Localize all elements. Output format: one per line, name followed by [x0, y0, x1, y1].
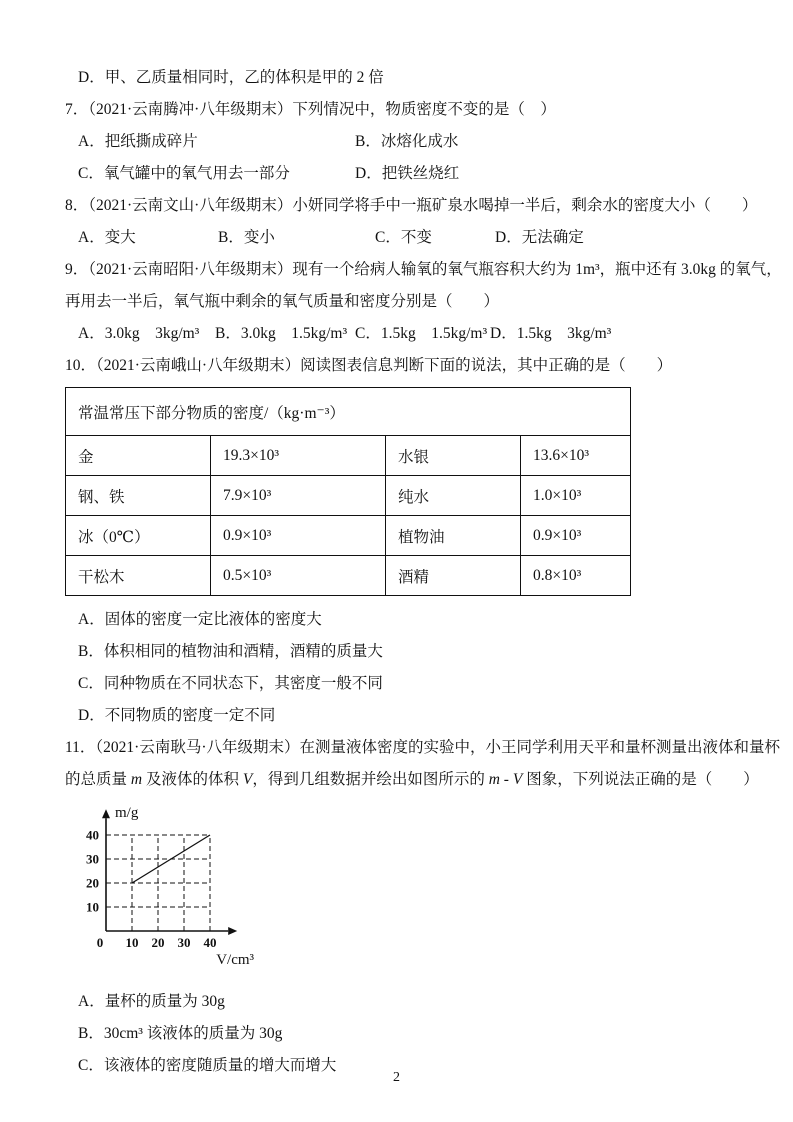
question-7-option-c: C．氧气罐中的氧气用去一部分 — [78, 165, 290, 182]
table-cell: 0.5×10³ — [211, 556, 386, 596]
table-cell: 纯水 — [386, 476, 521, 516]
question-8-options — [65, 222, 737, 254]
stem-text: 的总质量 — [65, 771, 131, 788]
y-tick-label: 20 — [86, 875, 99, 891]
stem-text: ，得到几组数据并绘出如图所示的 — [252, 771, 489, 788]
question-8-option-b: B．变小 — [218, 229, 275, 246]
question-10-option-a: A．固体的密度一定比液体的密度大 — [78, 611, 322, 628]
table-cell: 冰（0℃） — [66, 516, 211, 556]
variable-m: m — [488, 771, 500, 788]
variable-v: V — [512, 771, 523, 788]
question-8-stem: 8．（2021·云南文山·八年级期末）小妍同学将手中一瓶矿泉水喝掉一半后，剩余水的密度大小（ ） — [65, 197, 758, 214]
table-cell: 干松木 — [66, 556, 211, 596]
question-10-option-b: B．体积相同的植物油和酒精，酒精的质量大 — [78, 643, 383, 660]
y-axis-arrow-icon — [102, 809, 110, 818]
table-cell: 19.3×10³ — [211, 436, 386, 476]
table-cell: 0.9×10³ — [521, 516, 631, 556]
question-11-option-a: A．量杯的质量为 30g — [78, 993, 225, 1010]
question-11-stem-line1: 11．（2021·云南耿马·八年级期末）在测量液体密度的实验中，小王同学利用天平和量杯测量出液体和量杯 — [65, 739, 781, 756]
density-table — [65, 387, 631, 596]
table-cell: 植物油 — [386, 516, 521, 556]
question-10-stem: 10．（2021·云南峨山·八年级期末）阅读图表信息判断下面的说法，其中正确的是（ ） — [65, 357, 673, 374]
question-8-option-d: D．无法确定 — [495, 229, 584, 246]
question-9-stem-line2: 再用去一半后，氧气瓶中剩余的氧气质量和密度分别是（ ） — [65, 293, 500, 310]
question-11-option-b: B．30cm³ 该液体的质量为 30g — [78, 1025, 283, 1042]
question-9-option-c: C．1.5kg 1.5kg/m³ — [355, 325, 488, 342]
table-cell: 7.9×10³ — [211, 476, 386, 516]
question-7-option-b: B．冰熔化成水 — [355, 133, 459, 150]
table-cell: 0.9×10³ — [211, 516, 386, 556]
y-axis-label: m/g — [115, 806, 139, 822]
variable-m: m — [130, 771, 143, 788]
x-tick-label: 40 — [203, 935, 217, 950]
table-cell: 酒精 — [386, 556, 521, 596]
table-row — [66, 476, 631, 516]
page-number: 2 — [393, 1070, 400, 1085]
question-9-option-b: B．3.0kg 1.5kg/m³ — [215, 325, 348, 342]
question-9-stem-line1: 9．（2021·云南昭阳·八年级期末）现有一个给病人输氧的氧气瓶容积大约为 1m³，瓶中还有 3.0kg 的氧气， — [65, 261, 782, 278]
stem-text: 及液体的体积 — [142, 771, 243, 788]
question-11-stem-line2 — [65, 764, 759, 796]
question-8-option-a: A．变大 — [78, 229, 136, 246]
table-row — [66, 436, 631, 476]
question-7-options-row-2 — [65, 158, 737, 190]
question-9-option-d: D．1.5kg 3kg/m³ — [490, 325, 612, 342]
stem-text: - — [499, 771, 513, 788]
x-axis-label: V/cm³ — [216, 952, 255, 968]
question-10-option-c: C．同种物质在不同状态下，其密度一般不同 — [78, 675, 383, 692]
table-cell: 水银 — [386, 436, 521, 476]
density-table-title: 常温常压下部分物质的密度/（kg·m⁻³） — [66, 388, 631, 436]
x-axis-arrow-icon — [228, 927, 237, 935]
x-tick-label: 0 — [96, 935, 104, 950]
y-tick-label: 30 — [86, 851, 99, 867]
question-7-stem: 7．（2021·云南腾冲·八年级期末）下列情况中，物质密度不变的是（ ） — [65, 101, 556, 118]
question-7-option-d: D．把铁丝烧红 — [355, 165, 460, 182]
x-tick-label: 10 — [125, 935, 139, 950]
variable-v: V — [242, 771, 253, 788]
density-table-title-row — [66, 388, 631, 436]
question-7-option-a: A．把纸撕成碎片 — [78, 133, 198, 150]
table-row — [66, 556, 631, 596]
page-content — [65, 62, 782, 1082]
x-tick-label: 20 — [151, 935, 165, 950]
y-tick-label: 40 — [86, 827, 99, 843]
table-cell: 钢、铁 — [66, 476, 211, 516]
table-cell: 0.8×10³ — [521, 556, 631, 596]
mv-graph-figure — [79, 806, 737, 976]
table-cell: 13.6×10³ — [521, 436, 631, 476]
question-9-options — [65, 318, 737, 350]
stem-text: 图象，下列说法正确的是（ ） — [522, 771, 759, 788]
table-cell: 金 — [66, 436, 211, 476]
question-10-option-d: D．不同物质的密度一定不同 — [78, 707, 276, 724]
question-11-option-c: C．该液体的密度随质量的增大而增大 — [78, 1057, 337, 1074]
x-tick-label: 30 — [177, 935, 191, 950]
mv-graph — [79, 806, 289, 971]
question-8-option-c: C．不变 — [375, 229, 432, 246]
table-row — [66, 516, 631, 556]
question-9-option-a: A．3.0kg 3kg/m³ — [78, 325, 200, 342]
y-tick-label: 10 — [86, 899, 99, 915]
question-6-option-d: D．甲、乙质量相同时，乙的体积是甲的 2 倍 — [78, 69, 384, 86]
table-cell: 1.0×10³ — [521, 476, 631, 516]
question-7-options-row-1 — [65, 126, 737, 158]
